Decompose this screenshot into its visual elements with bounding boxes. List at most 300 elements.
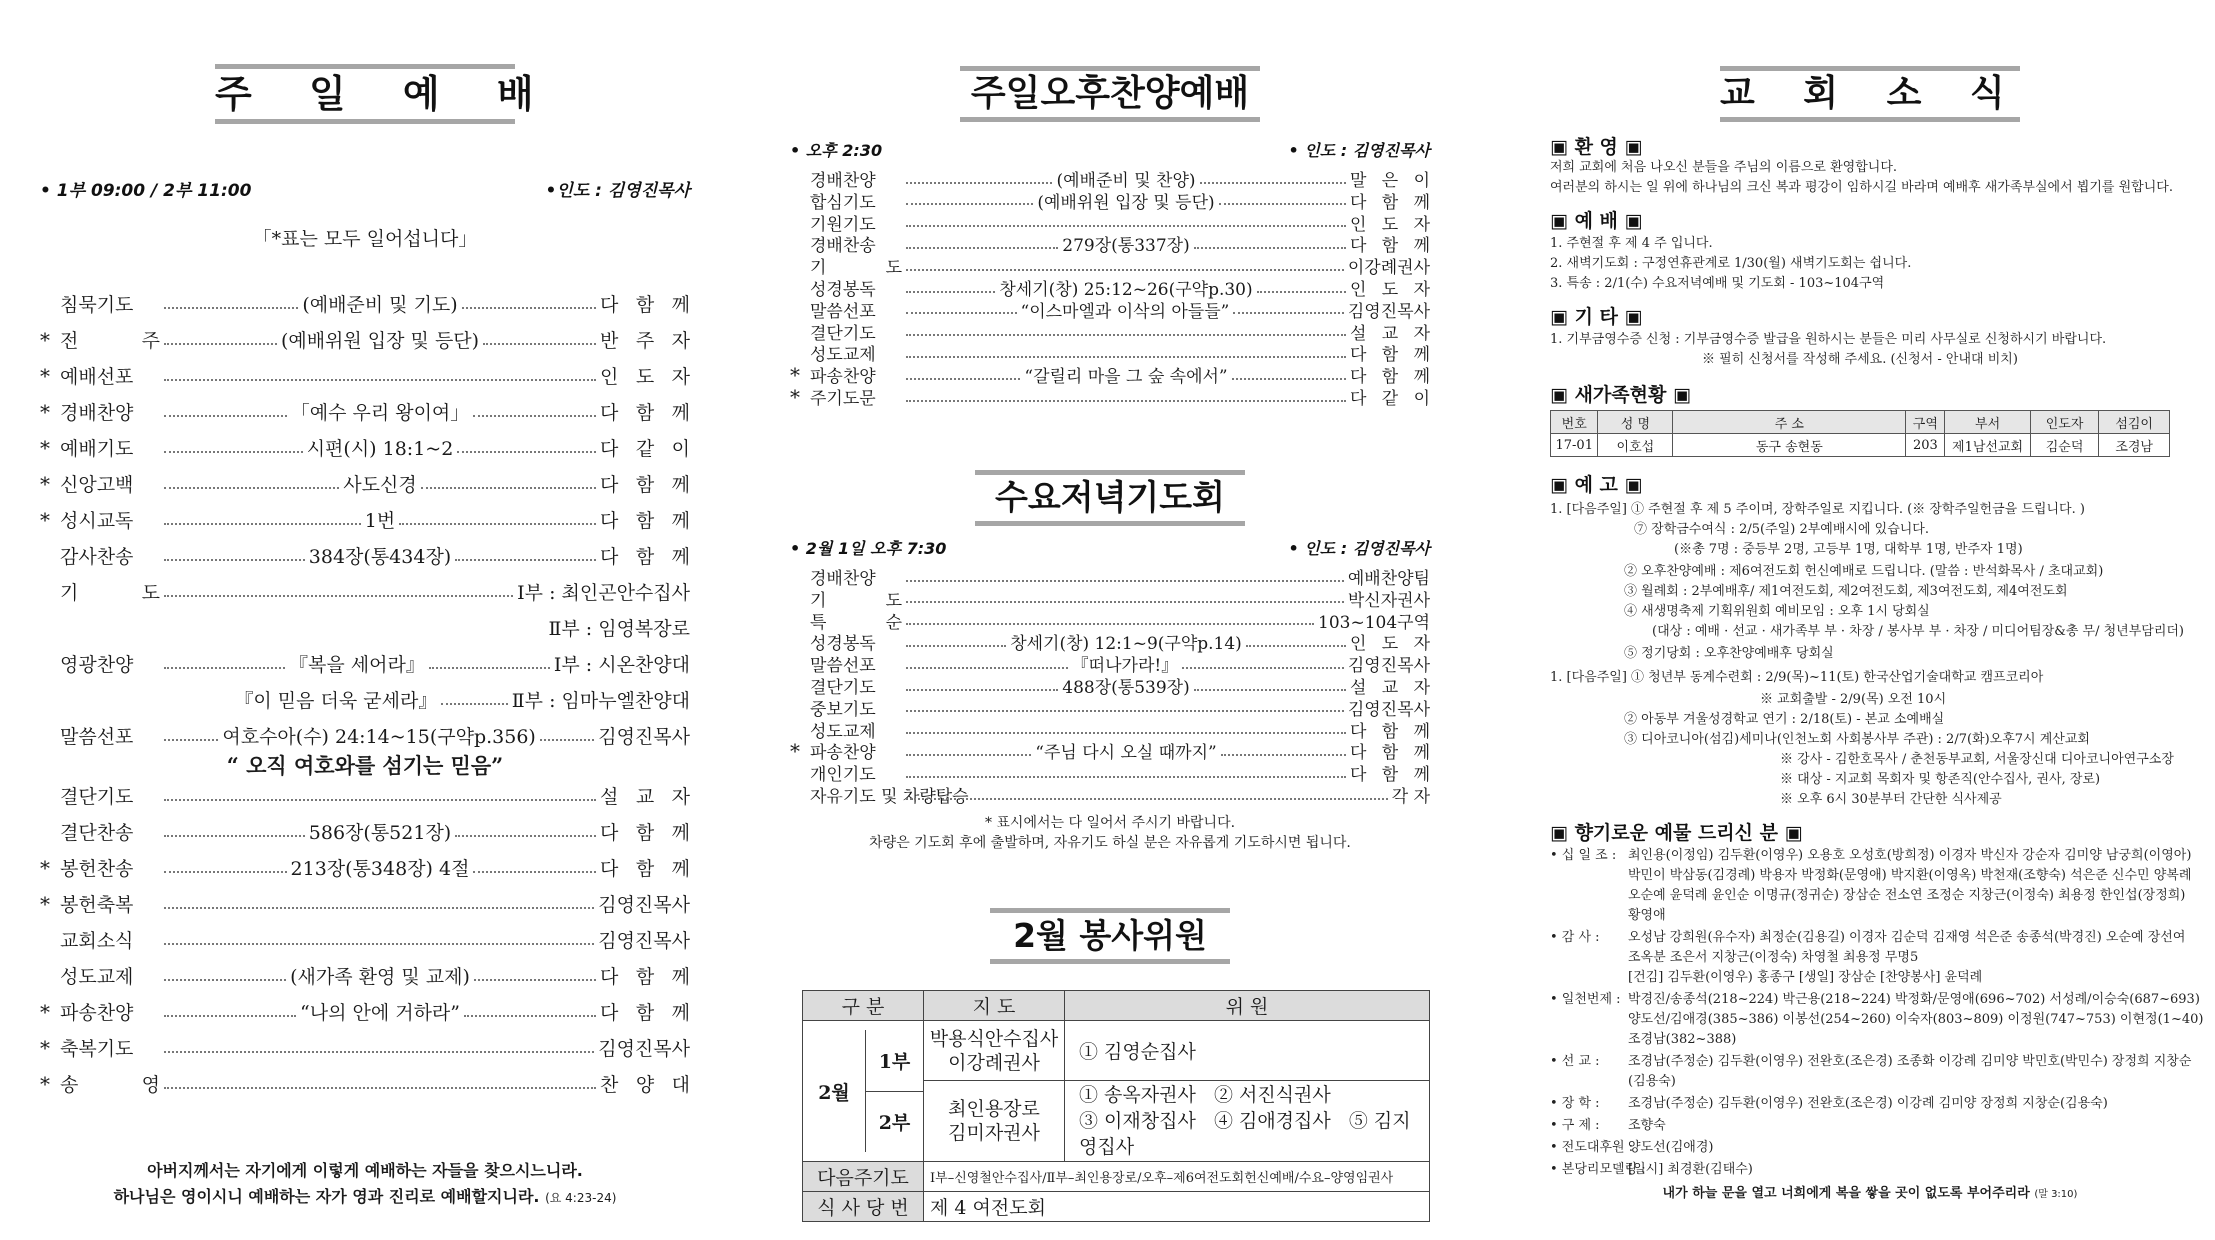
dot-leader [164,907,594,909]
newfamily-cell: 203 [1906,434,1945,457]
newfamily-heading: ▣ 새가족현황 ▣ [1550,384,1691,406]
offering-names: 조경남(주정순) 김두환(이영우) 전완호(조은경) 이강례 김미양 장정희 지창순(김용숙) [1628,1096,2108,1111]
offering-category: • 전도대후원 : [1550,1140,1634,1155]
order-content: 창세기(창) 12:1~9(구약p.14) [1010,634,1242,655]
dot-leader [906,334,1346,336]
notice-line: ※ 교회출발 - 2/9(목) 오전 10시 [1760,692,1947,707]
order-person: 김영진목사 [598,1038,690,1060]
dot-leader [457,451,596,453]
dot-leader [164,799,596,801]
dot-leader [906,400,1346,402]
order-name: 봉헌찬송 [60,858,134,880]
offering-names: 박경진/송종석(218~224) 박근용(218~224) 박정화/문영애(696~702) 서성례/이승숙(687~693) [1628,992,2200,1007]
offering-names: 양도선/김애경(385~386) 이봉선(254~260) 이숙자(803~809) 이정원(747~753) 이현정(1~40) [1628,1012,2204,1027]
offering-category: • 본당리모델링 : [1550,1162,1646,1177]
order-content: (예배준비 및 기도) [302,294,458,316]
dot-leader [164,451,303,453]
service-month-cell [803,1021,924,1162]
dot-leader [540,739,594,741]
order-content: (예배위원 입장 및 등단) [1037,192,1215,213]
offering-names: 오순예 윤덕례 윤인순 이명규(정귀순) 장삼순 전소연 조정순 지창근(이정숙) 최용정 한인섭(장정희) [1628,888,2186,903]
dot-leader [906,776,1346,778]
wednesday-leader: • 인도 : 김영진목사 [1288,539,1430,558]
dot-leader [906,225,1346,227]
order-name: 성도교제 [60,966,134,988]
order-name: 결단찬송 [60,822,134,844]
order-content: 시편(시) 18:1~2 [306,438,454,460]
order-content: “갈릴리 마을 그 숲 속에서” [1024,367,1228,388]
notice-line: ⑦ 장학금수여식 : 2/5(주일) 2부예배시에 있습니다. [1634,522,1929,537]
order-person: 다 함 께 [600,510,691,532]
order-content: 『복을 세어라』 [289,654,425,676]
order-person: 다 함 께 [1350,345,1430,366]
order-person: 다 함 께 [1350,236,1430,257]
afternoon-leader: • 인도 : 김영진목사 [1288,141,1430,160]
sunday-title: 주 일 예 배 [215,64,515,124]
newfamily-table [1550,410,2170,457]
offering-names: 조경남(382~388) [1628,1032,1737,1047]
service-h-category: 구 분 [803,991,924,1021]
offering-category: • 선 교 : [1550,1054,1600,1069]
dot-leader [1232,378,1346,380]
order-row [40,1034,690,1061]
order-person: Ⅱ부 : 임영복장로 [548,618,690,640]
dot-leader [164,343,277,345]
notice-line: ※ 오후 6시 30분부터 간단한 식사제공 [1780,792,2002,807]
afternoon-time: • 오후 2:30 [790,141,883,160]
stand-mark: * [40,1071,50,1096]
newfamily-col-header: 번호 [1551,411,1598,434]
order-name: 말씀선포 [810,301,876,322]
offering-category: • 장 학 : [1550,1096,1600,1111]
order-person: 설 교 자 [1350,323,1430,344]
order-content: 213장(통348장) 4절 [290,858,470,880]
order-person: 김영진목사 [598,726,690,748]
order-name: 침묵기도 [60,294,134,316]
order-name: 송 영 [60,1074,160,1096]
sunday-sermon-title: “ 오직 여호와를 섬기는 믿음” [226,753,504,778]
order-row [40,818,690,845]
order-person: 다 함 께 [1350,765,1430,786]
order-person: 예배찬양팀 [1347,569,1430,589]
order-name: 기 도 [810,590,902,611]
order-person: 반 주 자 [600,330,691,352]
sunday-leader: •인도 : 김영진목사 [545,181,690,201]
dot-leader [906,580,1344,582]
notice-line: 1. [다음주일] ① 청년부 동계수련회 : 2/9(목)~11(토) 한국산업기술대학교 캠프코리아 [1550,670,2044,685]
service-meal-label: 식 사 당 번 [803,1192,924,1222]
order-name: 경배찬양 [60,402,134,424]
newfamily-col-header: 구역 [1906,411,1945,434]
newfamily-cell: 이호섭 [1598,434,1673,457]
service-p1-guide: 박용식안수집사 이강례권사 [924,1021,1065,1081]
service-meal-value: 제 4 여전도회 [924,1192,1430,1222]
dot-leader [1194,689,1346,691]
stand-mark: * [790,362,800,387]
order-row [40,1070,690,1097]
order-person: 인 도 자 [1350,214,1430,235]
wednesday-time: • 2월 1일 오후 7:30 [790,539,947,558]
welcome-line-2: 여러분의 하시는 일 위에 하나님의 크신 복과 평강이 임하시길 바라며 예배후 새가족부실에서 뵙기를 원합니다. [1550,180,2173,195]
order-person: 설 교 자 [600,786,690,808]
dot-leader [473,871,596,873]
order-name: 파송찬양 [810,743,876,764]
dot-leader [164,379,596,381]
order-name: 개인기도 [810,765,876,786]
stand-mark: * [40,471,50,496]
dot-leader [164,1087,596,1089]
offering-category: • 구 제 : [1550,1118,1600,1133]
order-name: 파송찬양 [60,1002,134,1024]
order-name: 기 도 [60,582,160,604]
order-person: 다 함 께 [600,474,691,496]
offering-names: 조옥분 조은서 지창근(이정숙) 차영철 최용정 무명5 [1628,950,1919,965]
dot-leader [483,343,596,345]
newfamily-col-header: 성 명 [1598,411,1673,434]
order-person: 다 함 께 [600,822,691,844]
order-person: 말 은 이 [1350,171,1430,191]
dot-leader [164,559,305,561]
etc-line-1: 1. 기부금영수증 신청 : 기부금영수증 발급을 원하시는 분들은 미리 사무실로 신청하시기 바랍니다. [1550,332,2107,347]
order-person: Ⅰ부 : 시온찬양대 [553,654,690,676]
order-person: 103~104구역 [1318,612,1430,633]
worship-line-3: 3. 특송 : 2/1(수) 수요저녁예배 및 기도회 - 103~104구역 [1550,276,1885,291]
offering-names: 조경남(주정순) 김두환(이영우) 전완호(조은경) 조종화 이강례 김미양 박민호(박민수) 장정희 지창순 [1628,1054,2192,1069]
sunday-verse-2: 하나님은 영이시니 예배하는 자가 영과 진리로 예배할지니라. (요 4:23-24) [113,1187,617,1206]
order-person: 다 같 이 [1350,389,1430,409]
service-p2-guide: 최인용장로 김미자권사 [924,1081,1065,1162]
order-person: 김영진목사 [1347,656,1430,677]
order-name: 결단기도 [810,678,876,698]
dot-leader [455,835,596,837]
afternoon-title: 주일오후찬양예배 [960,66,1260,122]
notice-line: ⑤ 정기당회 : 오후찬양예배후 당회실 [1624,646,1834,661]
order-name: 말씀선포 [60,726,134,748]
order-person: 이강례권사 [1347,258,1430,279]
order-content: 1번 [364,510,396,532]
order-row [790,782,1430,807]
newfamily-cell: 조경남 [2099,434,2170,457]
service-committee-table [802,990,1430,1222]
dot-leader [164,871,287,873]
dot-leader [164,667,285,669]
notice-line: ※ 강사 - 김한호목사 / 춘천동부교회, 서울장신대 디아코니아연구소장 [1780,752,2174,767]
order-name: 봉헌축복 [60,894,134,916]
sunday-verse-1: 아버지께서는 자기에게 이렇게 예배하는 자들을 찾으시느니라. [147,1161,583,1180]
dot-leader [906,732,1346,734]
stand-mark: * [790,738,800,763]
newfamily-col-header: 부서 [1945,411,2030,434]
notice-line: ※ 대상 - 지교회 목회자 및 항존직(안수집사, 권사, 장로) [1780,772,2101,787]
newfamily-col-header: 섬김이 [2099,411,2170,434]
order-content: “주님 다시 오실 때까지” [1035,743,1217,764]
order-person: 다 같 이 [600,438,691,460]
dot-leader [164,1015,296,1017]
order-name: 주기도문 [810,389,876,409]
order-content: “나의 안에 거하라” [300,1002,460,1024]
order-content: 「예수 우리 왕이여」 [290,402,470,424]
order-person: 김영진목사 [1347,301,1430,322]
order-row [40,890,690,917]
order-person: 다 함 께 [600,546,691,568]
dot-leader [464,1015,596,1017]
dot-leader [164,943,594,945]
order-name: 결단기도 [810,323,876,344]
order-row [40,926,690,953]
dot-leader [906,710,1344,712]
order-person: 설 교 자 [1350,678,1430,698]
order-person: 김영진목사 [598,894,690,916]
service-h-guide: 지 도 [924,991,1065,1021]
dot-leader [906,312,1017,314]
dot-leader [164,979,286,981]
dot-leader [164,523,361,525]
dot-leader [906,291,995,293]
order-row [40,578,690,605]
church-news-column [1550,0,2204,1240]
order-row [40,614,690,641]
service-next-value: Ⅰ부–신영철안수집사/Ⅱ부–최인용장로/오후–제6여전도회헌신예배/수요–양영임권사 [924,1162,1430,1192]
worship-line-1: 1. 주현절 후 제 4 주 입니다. [1550,236,1713,251]
dot-leader [1257,291,1346,293]
order-person: 김영진목사 [598,930,690,952]
order-row [40,398,690,425]
welcome-line-1: 저희 교회에 처음 나오신 분들을 주님의 이름으로 환영합니다. [1550,160,1898,175]
order-content: “이스마엘과 이삭의 아들들” [1020,301,1230,322]
order-person: 인 도 자 [1350,634,1430,655]
etc-line-2: ※ 필히 신청서를 작성해 주세요. (신청서 - 안내대 비치) [1702,352,2018,367]
order-name: 예배선포 [60,366,134,388]
welcome-heading: ▣ 환 영 ▣ [1550,136,1643,158]
stand-mark: * [40,999,50,1024]
order-name: 성도교제 [810,721,876,742]
worship-line-2: 2. 새벽기도회 : 구정연휴관계로 1/30(월) 새벽기도회는 쉽니다. [1550,256,1912,271]
dot-leader [164,307,298,309]
dot-leader [906,623,1314,625]
order-name: 말씀선포 [810,656,876,677]
notice-line: ② 오후찬양예배 : 제6여전도회 헌신예배로 드립니다. (말씀 : 반석화목사 / 초대교회) [1624,564,2104,579]
dot-leader [164,739,218,741]
dot-leader [906,356,1346,358]
notice-line: 1. [다음주일] ① 주현절 후 제 5 주이며, 장학주일로 지킵니다. (※ 장학주일헌금을 드립니다. ) [1550,502,2085,517]
order-person: 다 함 께 [600,402,690,424]
stand-mark: * [40,435,50,460]
order-name: 성시교독 [60,510,134,532]
dot-leader [1194,247,1346,249]
order-name: 파송찬양 [810,367,876,388]
offering-names: 오성남 강희원(유수자) 최정순(김용길) 이경자 김순덕 김재영 석은준 송종석(박경진) 오순예 장선여 [1628,930,2186,945]
offering-names: (김용숙) [1628,1074,1676,1089]
dot-leader [906,667,1068,669]
stand-mark: * [40,363,50,388]
service-month: 2월 [803,1030,866,1152]
order-content: (새가족 환영 및 교제) [290,966,470,988]
newfamily-cell: 제1남선교회 [1945,434,2030,457]
dot-leader [1182,667,1344,669]
offering-category: • 일천번제 : [1550,992,1621,1007]
order-content: 279장(통337장) [1062,236,1190,257]
order-person: 다 함 께 [1350,192,1430,213]
wednesday-note-1: * 표시에서는 다 일어서 주시기 바랍니다. [984,815,1236,831]
order-content: 여호수아(수) 24:14~15(구약p.356) [222,726,536,748]
stand-mark: * [40,891,50,916]
service-part-2: 2부 [878,1112,911,1135]
service-title: 2월 봉사위원 [990,908,1230,964]
order-name: 전 주 [60,330,160,352]
order-person: 김영진목사 [1347,699,1430,720]
order-name: 자유기도 및 차량탑승 [810,787,969,807]
etc-heading: ▣ 기 타 ▣ [1550,306,1643,328]
offering-names: [건김] 김두환(이영우) 홍종구 [생일] 장삼순 [찬양봉사] 윤덕례 [1628,970,1983,985]
order-row [40,470,690,497]
order-row [40,290,690,317]
order-row [40,722,690,749]
order-person: 다 함 께 [600,294,691,316]
order-content: 『이 믿음 더욱 굳세라』 [234,690,438,712]
service-p1-members: ① 김영순집사 [1065,1021,1430,1081]
offering-category: • 감 사 : [1550,930,1600,945]
order-content: 『떠나가라!』 [1071,656,1179,677]
order-row [40,854,690,881]
dot-leader [906,601,1344,603]
newfamily-col-header: 주 소 [1673,411,1906,434]
dot-leader [164,1051,594,1053]
order-name: 성경봉독 [810,634,876,655]
news-title: 교 회 소 식 [1720,66,2020,122]
dot-leader [906,754,1031,756]
order-row [40,326,690,353]
offering-names: 조향숙 [1628,1118,1666,1133]
dot-leader [462,307,596,309]
order-person: 찬 양 대 [600,1074,690,1096]
order-name: 중보기도 [810,699,876,720]
order-name: 경배찬송 [810,236,876,257]
stand-mark: * [40,507,50,532]
stand-mark: * [40,327,50,352]
notice-heading: ▣ 예 고 ▣ [1550,474,1643,496]
stand-mark: * [790,384,800,409]
dot-leader [421,487,596,489]
dot-leader [399,523,596,525]
service-p2-members: ① 송옥자권사 ② 서진식권사 ③ 이재창집사 ④ 김애경집사 ⑤ 김지영집사 [1065,1081,1430,1162]
notice-line: ② 아동부 겨울성경학교 연기 : 2/18(토) - 본교 소예배실 [1624,712,1945,727]
offering-names: 양도선(김애경) [1628,1140,1714,1155]
service-h-members: 위 원 [1065,991,1430,1021]
order-row [40,434,690,461]
newfamily-cell: 김순덕 [2030,434,2099,457]
dot-leader [906,182,1052,184]
newfamily-cell: 동구 송현동 [1673,434,1906,457]
wednesday-note-2: 차량은 기도회 후에 출발하며, 자유기도 하실 분은 자유롭게 기도하시면 됩니다. [869,835,1351,851]
order-content: 384장(통434장) [308,546,452,568]
dot-leader [1200,182,1346,184]
dot-leader [1246,645,1346,647]
order-person: 다 함 께 [1350,743,1430,764]
service-next-label: 다음주기도 [803,1162,924,1192]
order-name: 감사찬송 [60,546,134,568]
dot-leader [164,415,287,417]
order-person: 각 자 [1391,787,1430,807]
order-name: 예배기도 [60,438,134,460]
offering-names: 박민이 박삼동(김경례) 박용자 박정화(문영애) 박지환(이영옥) 박천재(조향숙) 석은준 신수민 양복례 [1628,868,2192,883]
order-content: 사도신경 [343,474,417,496]
order-row [40,686,690,713]
notice-line: ④ 새생명축제 기획위원회 예비모임 : 오후 1시 당회실 [1624,604,1930,619]
order-name: 경배찬양 [810,569,876,589]
order-content: (예배위원 입장 및 등단) [280,330,480,352]
order-name: 결단기도 [60,786,134,808]
dot-leader [906,203,1033,205]
dot-leader [906,689,1058,691]
sunday-stand-note: 「*표는 모두 일어섭니다」 [252,228,478,250]
notice-line: (※총 7명 : 중등부 2명, 고등부 1명, 대학부 1명, 반주자 1명) [1674,542,2023,557]
dot-leader [164,835,305,837]
stand-mark: * [40,855,50,880]
order-name: 특 순 [810,612,902,633]
order-name: 교회소식 [60,930,134,952]
wednesday-title: 수요저녁기도회 [975,470,1245,526]
order-person: Ⅰ부 : 최인곤안수집사 [517,582,690,604]
order-person: 다 함 께 [1350,721,1430,742]
offering-heading: ▣ 향기로운 예물 드리신 분 ▣ [1550,822,1803,844]
notice-line: ③ 디아코니아(섬김)세미나(인천노회 사회봉사부 주관) : 2/7(화)오후7시 계산교회 [1624,732,2090,747]
sunday-time: • 1부 09:00 / 2부 11:00 [40,181,252,201]
order-person: 박신자권사 [1347,590,1430,611]
order-name: 기원기도 [810,214,876,235]
dot-leader [164,595,513,597]
order-row [40,362,690,389]
order-name: 성도교제 [810,345,876,366]
order-name: 신앙고백 [60,474,134,496]
dot-leader [1219,203,1346,205]
notice-line: ③ 월례회 : 2부예배후/ 제1여전도회, 제2여전도회, 제3여전도회, 제4여전도회 [1624,584,2068,599]
order-person: 다 함 께 [600,1002,691,1024]
newfamily-col-header: 인도자 [2030,411,2099,434]
order-name: 축복기도 [60,1038,134,1060]
order-row [40,650,690,677]
order-person: 다 함 께 [1350,367,1430,388]
dot-leader [429,667,550,669]
order-row [40,542,690,569]
dot-leader [906,378,1020,380]
dot-leader [164,487,339,489]
order-person: Ⅱ부 : 임마누엘찬양대 [511,690,690,712]
offering-category: • 십 일 조 : [1550,848,1617,863]
order-content: (예배준비 및 찬양) [1056,171,1196,191]
dot-leader [906,269,1344,271]
order-row [40,998,690,1025]
order-person: 인 도 자 [1350,280,1431,300]
order-name: 경배찬양 [810,171,876,191]
order-content: 창세기(창) 25:12~26(구약p.30) [999,280,1253,300]
dot-leader [474,979,596,981]
dot-leader [455,559,596,561]
dot-leader [1233,312,1344,314]
stand-mark: * [40,1035,50,1060]
notice-line: (대상 : 예배 · 선교 · 새가족부 부 · 차장 / 봉사부 부 · 차장 / 미디어팀장&총 무/ 청년부담리더) [1652,624,2185,639]
dot-leader [473,415,596,417]
order-row [40,782,690,809]
order-row [40,506,690,533]
dot-leader [906,247,1058,249]
dot-leader [906,645,1006,647]
order-person: 인 도 자 [600,366,690,388]
worship-heading: ▣ 예 배 ▣ [1550,210,1643,232]
dot-leader [1221,754,1346,756]
sunday-worship-column [40,0,690,1240]
order-content: 488장(통539장) [1062,678,1190,698]
afternoon-column [790,0,1430,1240]
